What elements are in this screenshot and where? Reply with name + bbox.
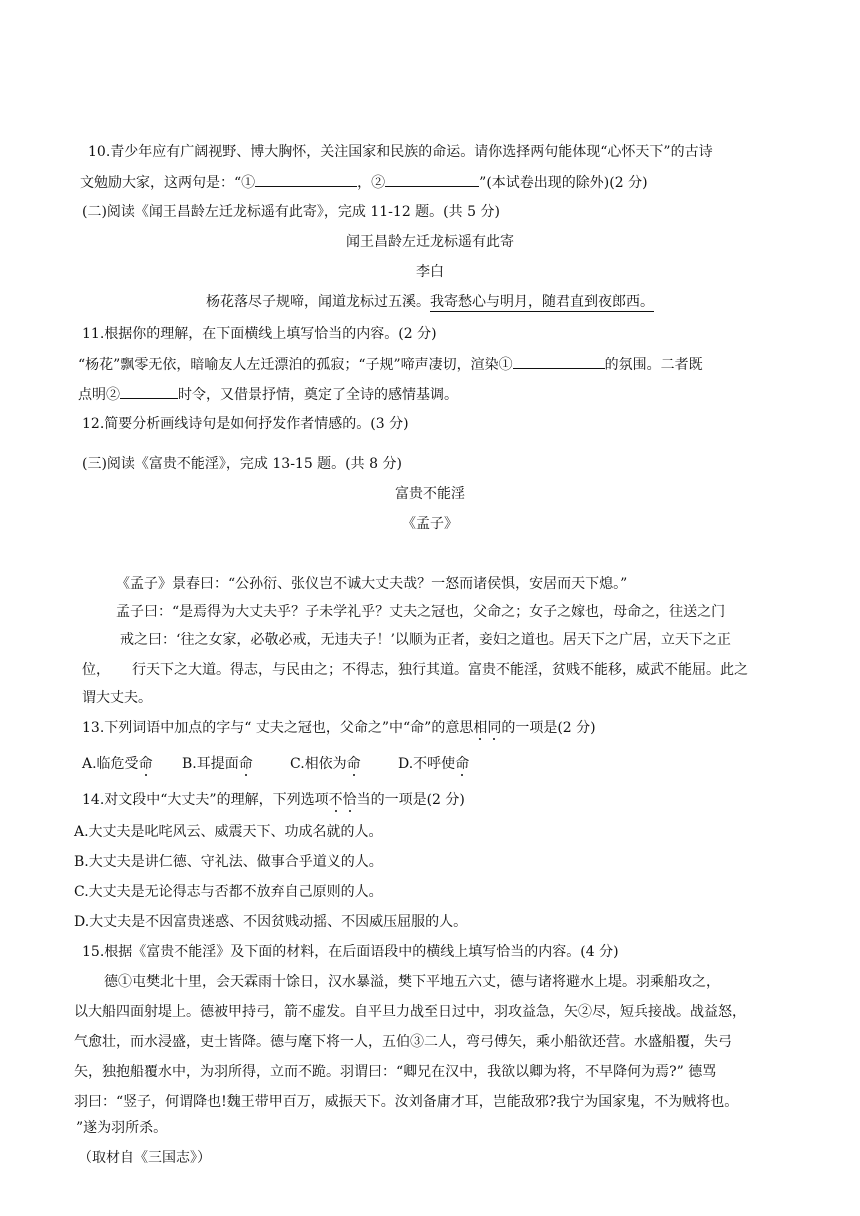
q11-stem: 11.根据你的理解，在下面横线上填写恰当的内容。(2 分) bbox=[82, 326, 437, 342]
q14-option-d[interactable]: D.大丈夫是不因富贵迷惑、不因贫贱动摇、不因威压屈服的人。 bbox=[74, 914, 468, 930]
q13-option-b-text: B.耳提面 bbox=[182, 756, 239, 772]
q15-material-line2: 以大船四面射堤上。德被甲持弓，箭不虚发。自平旦力战至日过中，羽攻益急，矢②尽，短兵接战。战益怒， bbox=[74, 1004, 746, 1020]
essay-para2-line3-a: 位， bbox=[82, 662, 110, 678]
q15-material-line1: 德①屯樊北十里，会天霖雨十馀日，汉水暴溢，樊下平地五六丈，德与诸将避水上堤。羽乘船攻之， bbox=[104, 974, 720, 990]
q11-blank-1[interactable] bbox=[513, 354, 605, 369]
q14-option-b[interactable]: B.大丈夫是讲仁德、守礼法、做事合乎道义的人。 bbox=[74, 854, 383, 870]
q12-stem: 12.简要分析画线诗句是如何抒发作者情感的。(3 分) bbox=[82, 416, 409, 432]
essay-para2-line1: 孟子曰：“是焉得为大丈夫乎？子未学礼乎？丈夫之冠也，父命之；女子之嫁也，母命之，往送之门 bbox=[116, 604, 726, 620]
q15-material-line5: 羽曰：“竖子，何谓降也!魏王带甲百万，威振天下。汝刘备庸才耳，岂能敌邪?我宁为国家鬼，不为贼将也。 bbox=[74, 1094, 739, 1110]
essay-para2-line3 bbox=[82, 660, 748, 680]
q13-option-a[interactable] bbox=[82, 754, 153, 774]
q13-option-d[interactable] bbox=[398, 754, 469, 774]
q13-stem-dot-2: 同 bbox=[487, 720, 502, 736]
q13-option-a-text: A.临危受 bbox=[82, 756, 139, 772]
q14-stem-dot-2: 恰 bbox=[342, 792, 357, 808]
q14-stem-dot-1: 不 bbox=[328, 792, 343, 808]
q15-stem: 15.根据《富贵不能淫》及下面的材料，在后面语段中的横线上填写恰当的内容。(4 分) bbox=[82, 944, 619, 960]
q10-blank-1[interactable] bbox=[255, 172, 357, 187]
q13-stem-b: 的一项是(2 分) bbox=[501, 720, 596, 736]
q13-option-d-text: D.不呼使 bbox=[398, 756, 456, 772]
q10-line2 bbox=[80, 172, 648, 193]
q11-text-b: 的氛围。二者既 bbox=[604, 357, 703, 373]
q14-stem-a: 14.对文段中“大丈夫”的理解，下列选项 bbox=[82, 792, 329, 808]
section2-heading: (二)阅读《闻王昌龄左迁龙标遥有此寄》，完成 11-12 题。(共 5 分) bbox=[82, 204, 500, 220]
q14-option-c[interactable]: C.大丈夫是无论得志与否都不放弃自己原则的人。 bbox=[74, 884, 383, 900]
poem-body bbox=[0, 292, 860, 312]
q10-text-c: ”(本试卷出现的除外)(2 分) bbox=[479, 175, 648, 191]
q11-text-a: “杨花”飘零无依，暗喻友人左迁漂泊的孤寂；“子规”啼声凄切，渲染① bbox=[78, 357, 513, 373]
q10-text-a: 文勉励大家，这两句是：“① bbox=[80, 175, 256, 191]
q13-option-c-dot: 命 bbox=[346, 756, 361, 772]
q13-option-c-text: C.相依为 bbox=[290, 756, 347, 772]
q13-option-b[interactable] bbox=[182, 754, 253, 774]
q13-option-b-dot: 命 bbox=[238, 756, 253, 772]
essay-para2-line4: 谓大丈夫。 bbox=[82, 690, 152, 706]
section3-heading: (三)阅读《富贵不能淫》，完成 13-15 题。(共 8 分) bbox=[82, 456, 402, 472]
q10-line1: 10.青少年应有广阔视野、博大胸怀，关注国家和民族的命运。请你选择两句能体现“心怀天下”的古诗 bbox=[88, 144, 713, 160]
q13-stem bbox=[82, 718, 596, 738]
q13-option-c[interactable] bbox=[290, 754, 361, 774]
q14-stem bbox=[82, 790, 465, 810]
essay-title: 富贵不能淫 bbox=[395, 486, 465, 502]
q11-text-d: 时令，又借景抒情，奠定了全诗的感情基调。 bbox=[178, 387, 458, 403]
q11-line1 bbox=[78, 354, 703, 375]
q10-text-b: ，② bbox=[357, 175, 386, 191]
poem-line-plain: 杨花落尽子规啼，闻道龙标过五溪。 bbox=[206, 294, 430, 310]
q14-stem-b: 当的一项是(2 分) bbox=[356, 792, 465, 808]
poem-title: 闻王昌龄左迁龙标遥有此寄 bbox=[346, 234, 514, 250]
q13-option-a-dot: 命 bbox=[138, 756, 153, 772]
q11-text-c: 点明② bbox=[78, 387, 120, 403]
essay-para2-line3-b: 行天下之大道。得志，与民由之；不得志，独行其道。富贵不能淫，贫贱不能移，威武不能屈。此之 bbox=[132, 662, 748, 678]
poem-line-underlined: 我寄愁心与明月，随君直到夜郎西。 bbox=[430, 294, 654, 310]
q15-material-line6: ”遂为羽所杀。 bbox=[76, 1120, 168, 1136]
essay-source: 《孟子》 bbox=[402, 516, 458, 532]
q15-material-source: （取材自《三国志》） bbox=[78, 1150, 211, 1166]
essay-para2-line2: 戒之曰：‘往之女家，必敬必戒，无违夫子！’以顺为正者，妾妇之道也。居天下之广居，立天下之正 bbox=[120, 632, 731, 648]
essay-para1: 《孟子》景春曰：“公孙衍、张仪岂不诚大丈夫哉？一怒而诸侯惧，安居而天下熄。” bbox=[116, 576, 628, 592]
q13-option-d-dot: 命 bbox=[455, 756, 470, 772]
q11-line2 bbox=[78, 384, 458, 405]
q15-material-line4: 矢，独抱船覆水中，为羽所得，立而不跪。羽谓曰：“卿兄在汉中，我欲以卿为将，不早降何为焉?” 德骂 bbox=[74, 1064, 717, 1080]
q13-stem-a: 13.下列词语中加点的字与“ 丈夫之冠也，父命之”中“命”的意思 bbox=[82, 720, 474, 736]
q14-option-a[interactable]: A.大丈夫是叱咤风云、威震天下、功成名就的人。 bbox=[74, 824, 383, 840]
q11-blank-2[interactable] bbox=[120, 384, 178, 399]
q15-material-line3: 气愈壮，而水浸盛，吏士皆降。德与麾下将一人，五伯③二人，弯弓傅矢，乘小船欲还营。水盛船覆，失弓 bbox=[74, 1034, 732, 1050]
poem-author: 李白 bbox=[416, 264, 444, 280]
q10-blank-2[interactable] bbox=[385, 172, 479, 187]
q13-stem-dot-1: 相 bbox=[473, 720, 488, 736]
